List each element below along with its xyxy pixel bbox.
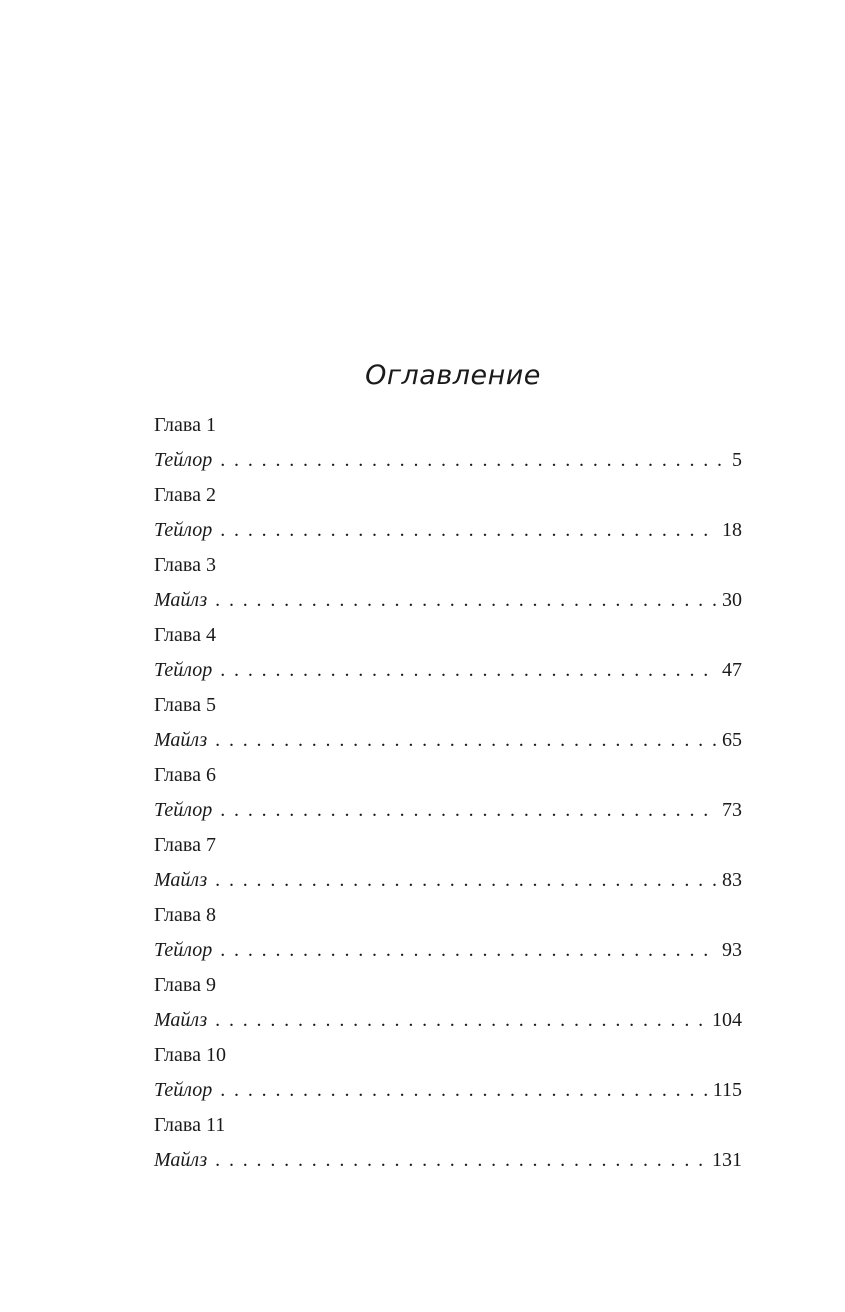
toc-line [154,1142,742,1178]
toc-line [154,1002,742,1038]
dot-leader [220,652,718,688]
page-number: 30 [722,589,742,611]
page-number: 131 [712,1149,742,1171]
toc-entry[interactable] [154,688,742,758]
dot-leader [220,932,718,968]
dot-leader [215,1002,708,1038]
toc-entry[interactable] [154,758,742,828]
toc-line [154,722,742,758]
narrator-name: Майлз [154,589,208,611]
narrator-name: Тейлор [154,449,213,471]
toc-line [154,512,742,548]
chapter-label: Глава 6 [154,764,216,786]
dot-leader [220,792,718,828]
chapter-label: Глава 5 [154,694,216,716]
narrator-name: Тейлор [154,659,213,681]
dot-leader [220,1072,708,1108]
chapter-label: Глава 4 [154,624,216,646]
dot-leader [215,862,718,898]
dot-leader [215,582,718,618]
chapter-label: Глава 11 [154,1114,226,1136]
table-of-contents [154,352,742,1178]
page-number: 18 [722,519,742,541]
toc-line [154,932,742,968]
chapter-label: Глава 3 [154,554,216,576]
toc-entry[interactable] [154,1108,742,1178]
page-number: 83 [722,869,742,891]
toc-line [154,442,742,478]
narrator-name: Майлз [154,869,208,891]
narrator-name: Тейлор [154,519,213,541]
page-number: 93 [722,939,742,961]
chapter-label: Глава 9 [154,974,216,996]
toc-entry[interactable] [154,408,742,478]
page-number: 47 [722,659,742,681]
dot-leader [215,722,718,758]
narrator-name: Тейлор [154,1079,213,1101]
chapter-label: Глава 1 [154,414,216,436]
dot-leader [220,512,718,548]
toc-entry[interactable] [154,478,742,548]
dot-leader [220,442,726,478]
narrator-name: Майлз [154,1009,208,1031]
toc-entry[interactable] [154,968,742,1038]
narrator-name: Майлз [154,1149,208,1171]
page-number: 5 [732,449,742,471]
page-title: Оглавление [365,360,541,391]
page-number: 65 [722,729,742,751]
chapter-label: Глава 7 [154,834,216,856]
toc-line [154,652,742,688]
page-number: 104 [712,1009,742,1031]
toc-entry[interactable] [154,828,742,898]
toc-entry[interactable] [154,1038,742,1108]
chapter-label: Глава 8 [154,904,216,926]
chapter-label: Глава 2 [154,484,216,506]
toc-line [154,582,742,618]
toc-line [154,862,742,898]
narrator-name: Тейлор [154,939,213,961]
page-number: 73 [722,799,742,821]
dot-leader [215,1142,708,1178]
toc-line [154,792,742,828]
toc-entry[interactable] [154,898,742,968]
narrator-name: Майлз [154,729,208,751]
narrator-name: Тейлор [154,799,213,821]
toc-line [154,1072,742,1108]
chapter-label: Глава 10 [154,1044,226,1066]
toc-entry[interactable] [154,548,742,618]
page-number: 115 [712,1079,742,1101]
toc-entry[interactable] [154,618,742,688]
